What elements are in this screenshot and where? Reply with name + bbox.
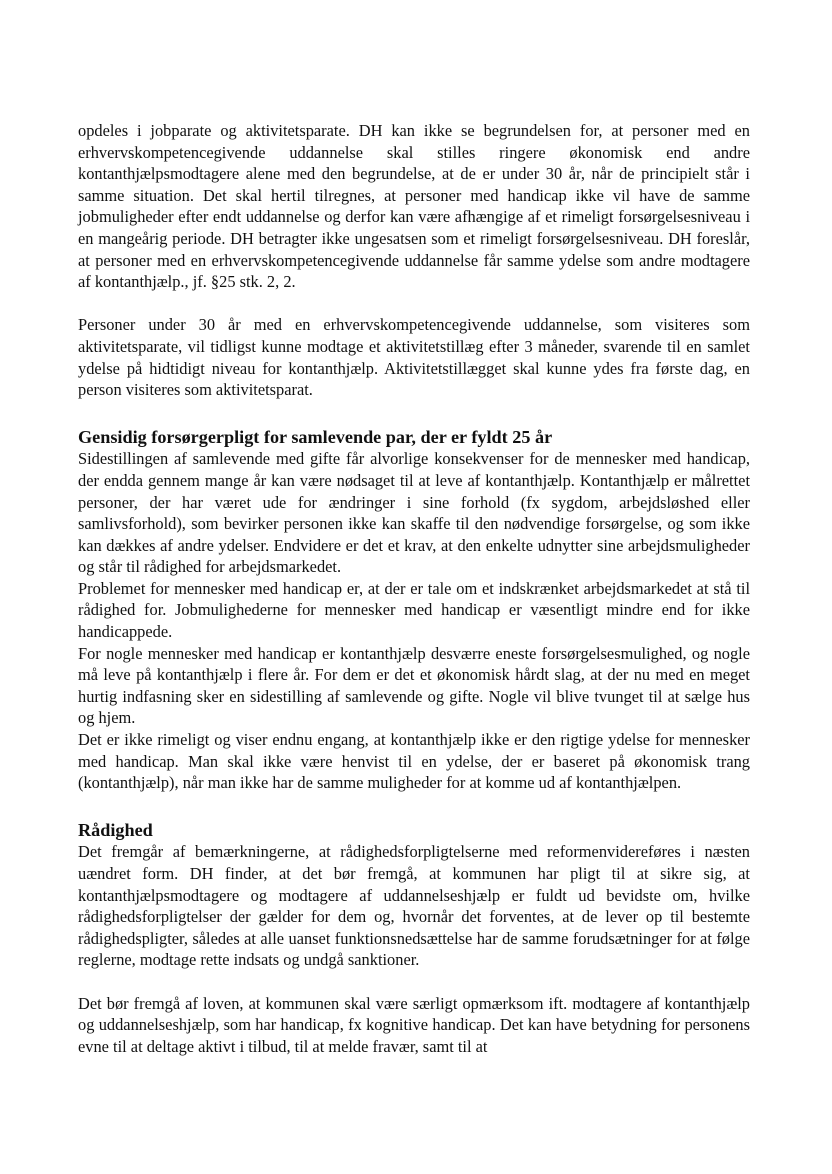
paragraph-gap [78,293,750,315]
section2-paragraph-1: Det fremgår af bemærkningerne, at rådighedsforpligtelserne med reformenvidereføres i næsten uændret form. DH finder, at det bør fremgå, at kommunen har pligt til at sikre sig, at kontanthjælpsmodtagere og modtagere af uddannelseshjælp er fuldt ud bevidste om, hvilke rådighedsforpligtelser der gælder for dem og, hvornår det forventes, at de lever op til bestemte rådighedspligter, således at alle uanset funktionsnedsættelse har de samme forudsætninger for at følge reglerne, modtage rette indsats og undgå sanktioner. [78,842,750,970]
paragraph-gap [78,971,750,993]
section1-paragraph-3: For nogle mennesker med handicap er kontanthjælp desværre eneste forsørgelsesmulighed, og nogle må leve på kontanthjælp i flere år. For dem er det et økonomisk hårdt slag, at der nu med en meget hurtig indfasning sker en sidestilling af samlevende og gifte. Nogle vil blive tvunget til at sælge hus og hjem. [78,643,750,728]
paragraph-gap [78,401,750,423]
section-heading-raadighed: Rådighed [78,820,153,841]
section1-paragraph-2: Problemet for mennesker med handicap er, at der er tale om et indskrænket arbejdsmarkedet at stå til rådighed for. Jobmulighederne for mennesker med handicap er væsentligt mindre end for ikke handicappede. [78,578,750,642]
section1-paragraph-1: Sidestillingen af samlevende med gifte får alvorlige konsekvenser for de mennesker med handicap, der endda gennem mange år kan være nødsaget til at leve af kontanthjælp. Kontanthjælp er målrettet personer, der har været ude for ændringer i sine forhold (fx sygdom, arbejdsløshed eller samlivsforhold), som bevirker personen ikke kan skaffe til den nødvendige forsørgelse, og som ikke kan dækkes af andre ydelser. Endvidere er det et krav, at den enkelte udnytter sine arbejdsmuligheder og står til rådighed for arbejdsmarkedet. [78,449,750,577]
section2-paragraph-2: Det bør fremgå af loven, at kommunen skal være særligt opmærksom ift. modtagere af kontanthjælp og uddannelseshjælp, som har handicap, fx kognitive handicap. Det kan have betydning for personens evne til at deltage aktivt i tilbud, til at melde fravær, samt til at [78,993,750,1056]
section1-paragraph-4: Det er ikke rimeligt og viser endnu engang, at kontanthjælp ikke er den rigtige ydelse for mennesker med handicap. Man skal ikke være henvist til en ydelse, der er baseret på økonomisk trang (kontanthjælp), når man ikke har de samme muligheder for at komme ud af kontanthjælpen. [78,730,750,793]
paragraph-gap [78,794,750,816]
section-heading-forsoergerpligt: Gensidig forsørgerpligt for samlevende par, der er fyldt 25 år [78,427,553,448]
document-page [78,120,750,1057]
intro-paragraph-2: Personer under 30 år med en erhvervskompetencegivende uddannelse, som visiteres som aktivitetsparate, vil tidligst kunne modtage et aktivitetstillæg efter 3 måneder, svarende til en samlet ydelse på hidtidigt niveau for kontanthjælp. Aktivitetstillægget skal kunne ydes fra første dag, en person visiteres som aktivitetsparat. [78,315,750,400]
intro-paragraph-1: opdeles i jobparate og aktivitetsparate. DH kan ikke se begrundelsen for, at personer med en erhvervskompetencegivende uddannelse skal stilles ringere økonomisk end andre kontanthjælpsmodtagere alene med den begrundelse, at de er under 30 år, når de principielt står i samme situation. Det skal hertil tilregnes, at personer med handicap ikke vil have de samme jobmuligheder efter endt uddannelse og derfor kan være afhængige af et rimeligt forsørgelsesniveau i en mangeårig periode. DH betragter ikke ungesatsen som et rimeligt forsørgelsesniveau. DH foreslår, at personer med en erhvervskompetencegivende uddannelse får samme ydelse som andre modtagere af kontanthjælp., jf. §25 stk. 2, 2. [78,121,750,292]
